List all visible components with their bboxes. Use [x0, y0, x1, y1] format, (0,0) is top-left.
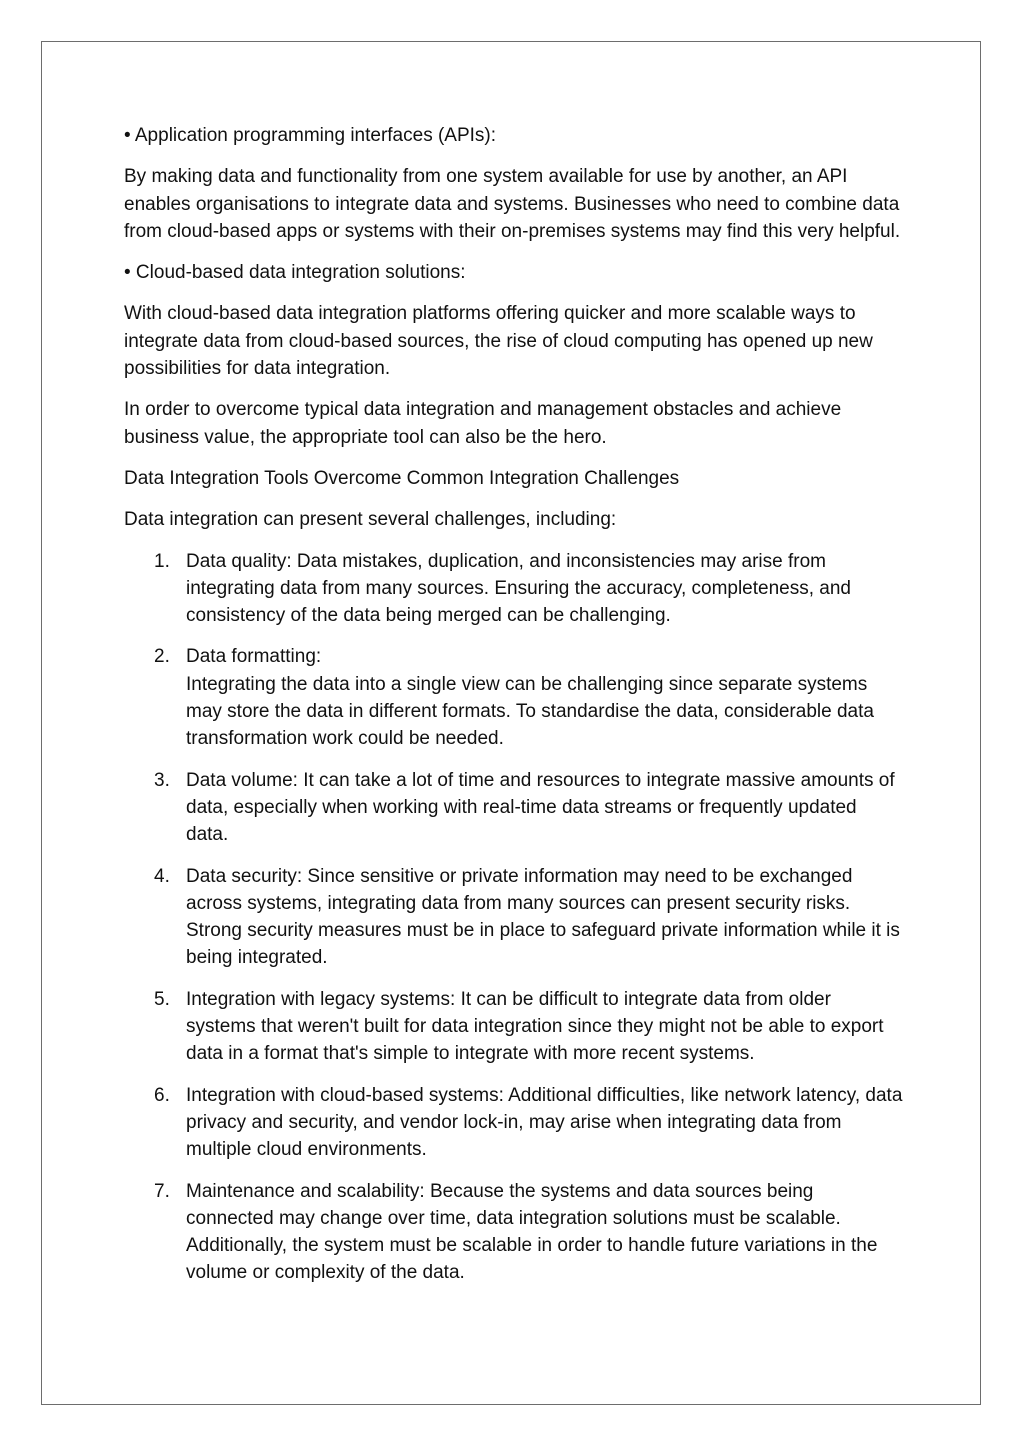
bullet-heading-apis: • Application programming interfaces (APIs): — [124, 125, 497, 146]
list-item-text: Integrating the data into a single view can be challenging since separate systems may store the data in different formats. To standardise the data, considerable data transformation work could be needed. — [186, 673, 874, 750]
list-item — [124, 863, 904, 972]
list-number: 1. — [154, 550, 170, 572]
list-number: 4. — [154, 865, 170, 887]
list-item-title: Data formatting: — [186, 646, 322, 668]
list-item — [124, 767, 904, 849]
list-item — [124, 548, 904, 630]
list-number: 3. — [154, 769, 170, 791]
list-item-text: Maintenance and scalability: Because the systems and data sources being connected may change over time, data integration solutions must be scalable. Additionally, the system must be scalable in order to handle future variations in the volume or complexity of the data. — [186, 1180, 878, 1284]
paragraph-challenges-intro: Data integration can present several challenges, including: — [124, 509, 617, 531]
list-number: 2. — [154, 646, 170, 668]
list-item-text: Data security: Since sensitive or private information may need to be exchanged across systems, integrating data from many sources can present security risks. Strong security measures must be in place to safeguard private information while it is being integrated. — [186, 865, 900, 969]
list-number: 6. — [154, 1084, 170, 1106]
list-item — [124, 1082, 904, 1164]
bullet-heading-cloud: • Cloud-based data integration solutions: — [124, 262, 466, 284]
list-item — [124, 986, 904, 1068]
list-item — [124, 1178, 904, 1287]
list-item-text: Integration with legacy systems: It can be difficult to integrate data from older systems that weren't built for data integration since they might not be able to export data in a format that's simple to integrate with more recent systems. — [186, 988, 884, 1065]
paragraph-cloud: With cloud-based data integration platforms offering quicker and more scalable ways to integrate data from cloud-based sources, the rise of cloud computing has opened up new possibilities for data integration. — [124, 303, 873, 380]
list-item-text: Data quality: Data mistakes, duplication, and inconsistencies may arise from integrating data from many sources. Ensuring the accuracy, completeness, and consistency of the data being merged can be challenging. — [186, 550, 851, 627]
list-item — [124, 643, 904, 752]
paragraph-tool-hero: In order to overcome typical data integration and management obstacles and achieve business value, the appropriate tool can also be the hero. — [124, 399, 842, 448]
section-heading: Data Integration Tools Overcome Common Integration Challenges — [124, 467, 680, 489]
list-item-text: Integration with cloud-based systems: Additional difficulties, like network latency, data privacy and security, and vendor lock-in, may arise when integrating data from multiple cloud environments. — [186, 1084, 903, 1161]
document-body — [124, 122, 904, 1301]
paragraph-apis: By making data and functionality from one system available for use by another, an API enables organisations to integrate data and systems. Businesses who need to combine data from cloud-based apps or systems with their on-premises systems may find this very helpful. — [124, 166, 901, 242]
list-item-text: Data volume: It can take a lot of time and resources to integrate massive amounts of data, especially when working with real-time data streams or frequently updated data. — [186, 769, 895, 846]
list-number: 5. — [154, 988, 170, 1010]
challenges-list — [124, 548, 904, 1287]
list-number: 7. — [154, 1180, 170, 1202]
